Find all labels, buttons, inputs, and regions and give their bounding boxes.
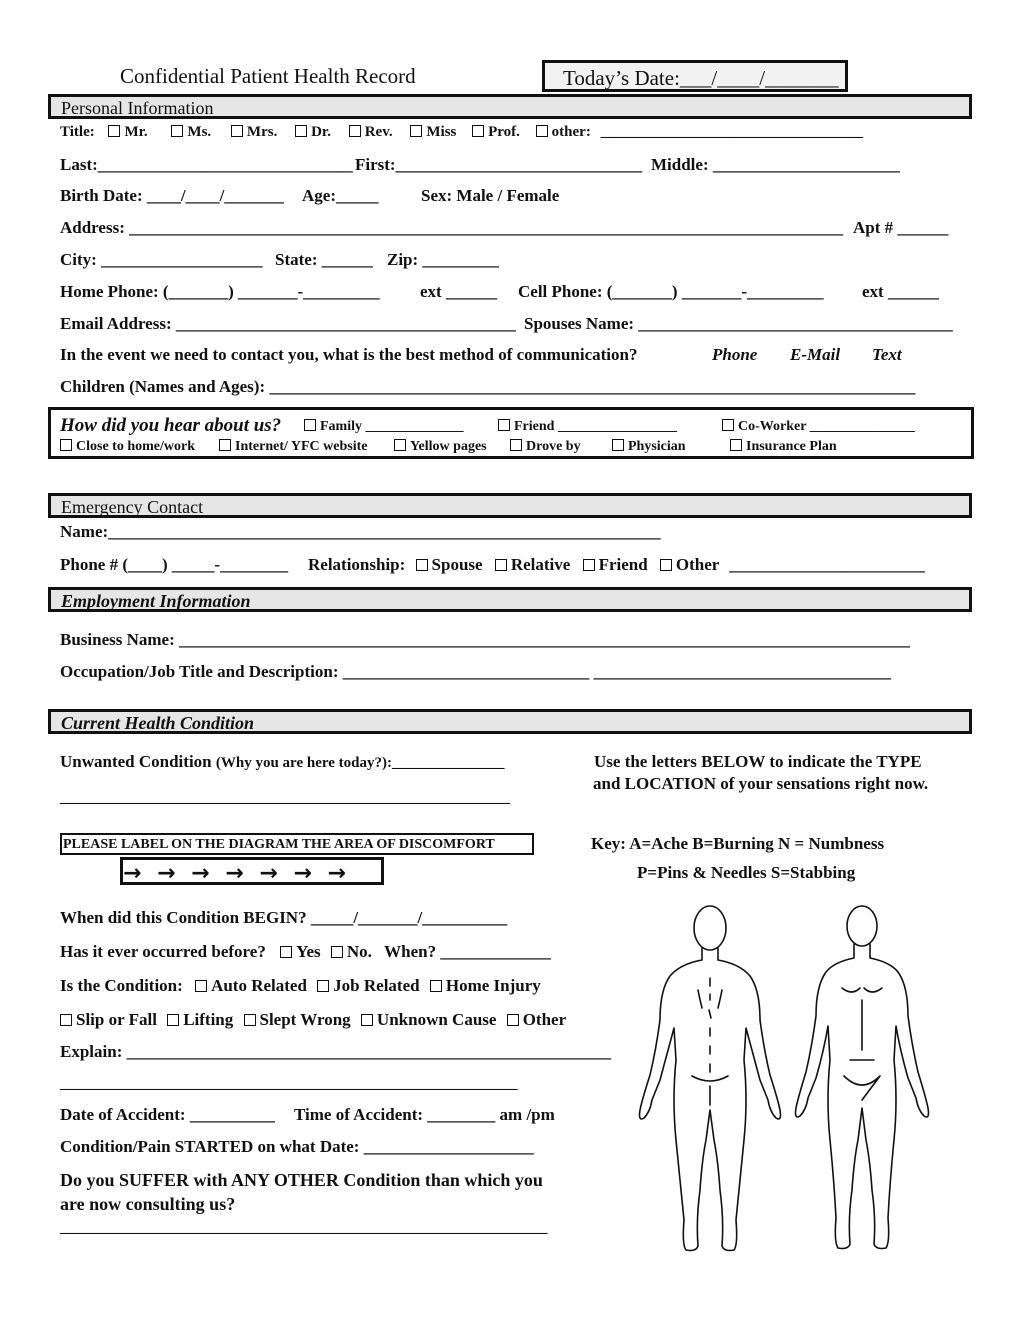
time-of-accident-field[interactable]: Time of Accident: ________ am /pm <box>294 1105 555 1124</box>
title-label: Title: <box>60 124 95 140</box>
relationship-friend[interactable]: Friend <box>583 555 648 574</box>
checkbox-icon <box>394 439 406 451</box>
form-title: Confidential Patient Health Record <box>120 64 416 88</box>
checkbox-icon <box>349 125 361 137</box>
occurred-when-field[interactable]: When? _____________ <box>384 942 551 961</box>
home-ext-field[interactable]: ext ______ <box>420 282 497 301</box>
checkbox-icon <box>295 125 307 137</box>
employment-header <box>48 587 972 612</box>
unwanted-condition-line2[interactable]: ____________________________________________________________ <box>60 790 510 806</box>
occurred-before-row <box>60 942 551 962</box>
emergency-phone-field[interactable]: Phone # (____) _____-________ <box>60 555 289 574</box>
checkbox-icon <box>495 559 507 571</box>
sex-field[interactable]: Sex: Male / Female <box>421 186 560 205</box>
checkbox-icon <box>722 419 734 431</box>
condition-other[interactable]: Other <box>507 1010 566 1029</box>
checkbox-icon <box>507 1014 519 1026</box>
body-front-figure[interactable] <box>796 906 929 1249</box>
occurred-yes[interactable]: Yes <box>280 942 321 961</box>
checkbox-icon <box>660 559 672 571</box>
spouse-name-field[interactable]: Spouses Name: _____________________________________ <box>524 314 953 333</box>
checkbox-icon <box>171 125 183 137</box>
age-field[interactable]: Age:_____ <box>302 186 379 205</box>
referral-coworker[interactable]: Co-Worker _______________ <box>722 419 915 435</box>
contact-option-email[interactable]: E-Mail <box>790 345 841 364</box>
checkbox-icon <box>219 439 231 451</box>
condition-slip[interactable]: Slip or Fall <box>60 1010 157 1029</box>
title-mrs[interactable]: Mrs. <box>231 124 277 140</box>
last-name-field[interactable]: Last:______________________________ <box>60 155 353 174</box>
referral-insurance[interactable]: Insurance Plan <box>730 439 837 455</box>
employment-heading: Employment Information <box>61 591 251 611</box>
zip-field[interactable]: Zip: _________ <box>387 250 499 269</box>
occurred-no[interactable]: No. <box>331 942 372 961</box>
title-other[interactable]: other: <box>536 124 591 140</box>
checkbox-icon <box>361 1014 373 1026</box>
relationship-label: Relationship: <box>308 555 406 574</box>
title-ms[interactable]: Ms. <box>171 124 211 140</box>
condition-type-row2 <box>60 1010 566 1030</box>
body-diagram[interactable] <box>630 900 950 1272</box>
checkbox-icon <box>60 1014 72 1026</box>
condition-began-field[interactable]: When did this Condition BEGIN? _____/_______/__________ <box>60 908 508 927</box>
checkbox-icon <box>416 559 428 571</box>
contact-method-question: In the event we need to contact you, what is the best method of communication? <box>60 345 638 364</box>
letters-instruction-1: Use the letters BELOW to indicate the TYPE <box>594 752 922 771</box>
city-field[interactable]: City: ___________________ <box>60 250 263 269</box>
other-condition-question-2: are now consulting us? <box>60 1194 236 1214</box>
contact-option-phone[interactable]: Phone <box>712 345 758 364</box>
condition-type-row1 <box>60 976 541 996</box>
checkbox-icon <box>304 419 316 431</box>
label-diagram-text: PLEASE LABEL ON THE DIAGRAM THE AREA OF DISCOMFORT <box>63 837 495 852</box>
title-rev[interactable]: Rev. <box>349 124 393 140</box>
checkbox-icon <box>280 946 292 958</box>
condition-auto[interactable]: Auto Related <box>195 976 307 995</box>
todays-date-label: Today’s Date:___/____/_______ <box>563 66 839 90</box>
date-of-accident-field[interactable]: Date of Accident: __________ <box>60 1105 275 1124</box>
checkbox-icon <box>195 980 207 992</box>
checkbox-icon <box>317 980 329 992</box>
checkbox-icon <box>583 559 595 571</box>
is-condition-label: Is the Condition: <box>60 976 183 995</box>
condition-lifting[interactable]: Lifting <box>167 1010 233 1029</box>
checkbox-icon <box>498 419 510 431</box>
checkbox-icon <box>231 125 243 137</box>
letters-instruction-2: and LOCATION of your sensations right now. <box>593 774 929 793</box>
explain-line2[interactable]: _____________________________________________________________ <box>60 1076 518 1092</box>
address-field[interactable]: Address: ____________________________________________________________________________________ <box>60 218 844 237</box>
referral-heading: How did you hear about us? <box>60 415 282 436</box>
explain-field[interactable]: Explain: _________________________________________________________ <box>60 1042 612 1061</box>
body-back-figure[interactable] <box>640 906 781 1251</box>
arrows-box <box>120 857 384 885</box>
referral-physician[interactable]: Physician <box>612 439 686 455</box>
business-name-field[interactable]: Business Name: ______________________________________________________________________________________ <box>60 630 911 649</box>
emergency-contact-header <box>48 493 972 518</box>
health-condition-heading: Current Health Condition <box>61 713 255 733</box>
personal-info-header <box>48 94 972 119</box>
emergency-name-field[interactable]: Name:_________________________________________________________________ <box>60 522 661 541</box>
title-dr[interactable]: Dr. <box>295 124 331 140</box>
relationship-spouse[interactable]: Spouse <box>416 555 483 574</box>
condition-unknown[interactable]: Unknown Cause <box>361 1010 497 1029</box>
referral-family[interactable]: Family ______________ <box>304 419 464 435</box>
condition-home[interactable]: Home Injury <box>430 976 541 995</box>
home-phone-field[interactable]: Home Phone: (_______) _______-_________ <box>60 282 380 301</box>
emergency-contact-heading: Emergency Contact <box>61 497 204 517</box>
referral-drove-by[interactable]: Drove by <box>510 439 581 455</box>
todays-date-box[interactable] <box>542 60 848 92</box>
arrows-icon: → → → → → → → <box>123 861 350 886</box>
referral-internet[interactable]: Internet/ YFC website <box>219 439 367 455</box>
first-name-field[interactable]: First:_____________________________ <box>355 155 643 174</box>
middle-name-field[interactable]: Middle: ______________________ <box>651 155 900 174</box>
other-condition-field[interactable]: _________________________________________________________________ <box>60 1220 548 1236</box>
key-line-1: Key: A=Ache B=Burning N = Numbness <box>591 834 885 853</box>
checkbox-icon <box>60 439 72 451</box>
checkbox-icon <box>167 1014 179 1026</box>
key-line-2: P=Pins & Needles S=Stabbing <box>637 863 856 882</box>
condition-job[interactable]: Job Related <box>317 976 419 995</box>
title-other-field[interactable]: ___________________________________ <box>600 124 864 140</box>
health-condition-header <box>48 709 972 734</box>
birth-date-field[interactable]: Birth Date: ____/____/_______ <box>60 186 284 205</box>
relationship-other[interactable]: Other <box>660 555 719 574</box>
title-row <box>60 124 863 141</box>
referral-yellow-pages[interactable]: Yellow pages <box>394 439 487 455</box>
children-field[interactable]: Children (Names and Ages): ____________________________________________________________________________ <box>60 377 916 396</box>
relationship-other-field[interactable]: _______________________ <box>729 555 925 574</box>
occurred-label: Has it ever occurred before? <box>60 942 266 961</box>
checkbox-icon <box>730 439 742 451</box>
checkbox-icon <box>510 439 522 451</box>
referral-close-home[interactable]: Close to home/work <box>60 439 195 455</box>
checkbox-icon <box>472 125 484 137</box>
cell-ext-field[interactable]: ext ______ <box>862 282 939 301</box>
contact-option-text[interactable]: Text <box>872 345 902 364</box>
email-field[interactable]: Email Address: ________________________________________ <box>60 314 516 333</box>
checkbox-icon <box>244 1014 256 1026</box>
checkbox-icon <box>331 946 343 958</box>
occupation-field[interactable]: Occupation/Job Title and Description: _____________________________ ___________________________________ <box>60 662 891 681</box>
title-miss[interactable]: Miss <box>410 124 456 140</box>
checkbox-icon <box>536 125 548 137</box>
checkbox-icon <box>612 439 624 451</box>
pain-started-field[interactable]: Condition/Pain STARTED on what Date: ____________________ <box>60 1137 534 1156</box>
other-condition-question-1: Do you SUFFER with ANY OTHER Condition than which you <box>60 1170 543 1190</box>
label-diagram-box <box>60 833 534 855</box>
relationship-relative[interactable]: Relative <box>495 555 570 574</box>
condition-slept[interactable]: Slept Wrong <box>244 1010 351 1029</box>
checkbox-icon <box>108 125 120 137</box>
unwanted-condition-field[interactable]: Unwanted Condition (Why you are here today?):_______________ <box>60 752 505 771</box>
checkbox-icon <box>430 980 442 992</box>
title-mr[interactable]: Mr. <box>108 124 147 140</box>
state-field[interactable]: State: ______ <box>275 250 373 269</box>
personal-info-heading: Personal Information <box>61 98 214 118</box>
checkbox-icon <box>410 125 422 137</box>
cell-phone-field[interactable]: Cell Phone: (_______) _______-_________ <box>518 282 824 301</box>
relationship-row <box>308 555 925 575</box>
referral-friend[interactable]: Friend _________________ <box>498 419 677 435</box>
title-prof[interactable]: Prof. <box>472 124 520 140</box>
apt-field[interactable]: Apt # ______ <box>853 218 949 237</box>
